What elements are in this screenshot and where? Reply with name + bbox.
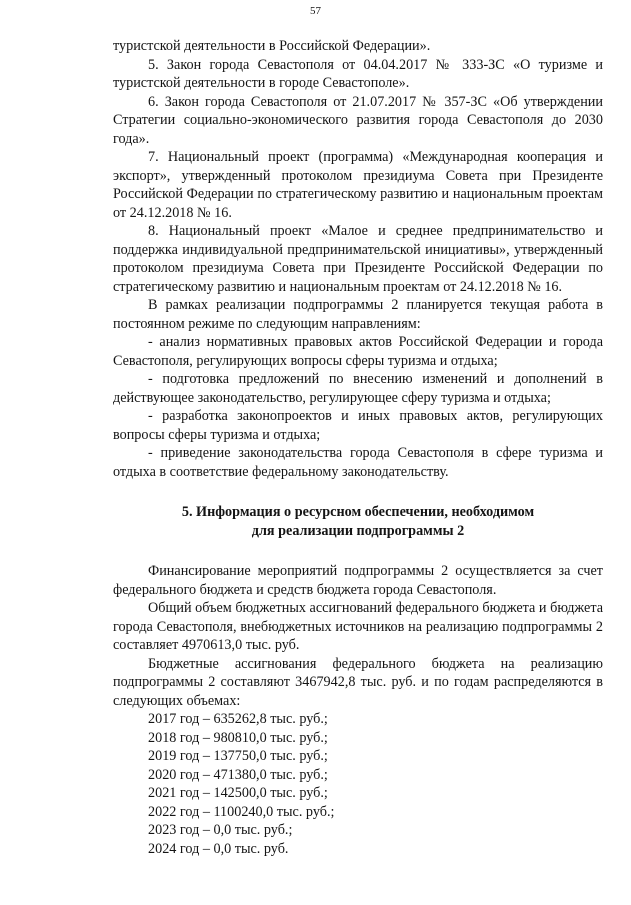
paragraph-project-8: 8. Национальный проект «Малое и среднее предпринимательство и поддержка индивидуальной предпринимательской инициативы», утвержденный протоколом президиума Совета при Президенте Российской Федерации по стратегическому развитию и национальным проектам от 24.12.2018 № 16. xyxy=(113,223,603,295)
list-item-drafting: - разработка законопроектов и иных правовых актов, регулирующих вопросы сферы туризма и отдыха; xyxy=(113,408,603,443)
section-heading-line-1: 5. Информация о ресурсном обеспечении, необходимом xyxy=(181,504,535,520)
list-item: 2017 год – 635262,8 тыс. руб.; xyxy=(148,711,328,727)
paragraph-work-directions: В рамках реализации подпрограммы 2 планируется текущая работа в постоянном режиме по следующим направлениям: xyxy=(113,297,603,332)
paragraph-financing: Финансирование мероприятий подпрограммы 2 осуществляется за счет федерального бюджета и средств бюджета города Севастополя. xyxy=(113,563,603,598)
section-heading xyxy=(113,503,603,541)
document-body xyxy=(113,37,603,858)
list-item: 2018 год – 980810,0 тыс. руб.; xyxy=(148,729,328,746)
list-item: 2021 год – 142500,0 тыс. руб.; xyxy=(148,785,328,801)
list-item: 2024 год – 0,0 тыс. руб. xyxy=(148,840,289,857)
list-item: 2020 год – 471380,0 тыс. руб.; xyxy=(148,766,328,783)
paragraph-federal-allocations: Бюджетные ассигнования федерального бюджета на реализацию подпрограммы 2 составляют 3467942,8 тыс. руб. и по годам распределяются в следующих объемах: xyxy=(113,655,603,709)
yearly-allocations-list xyxy=(113,710,603,858)
list-item: 2022 год – 1100240,0 тыс. руб.; xyxy=(148,803,335,820)
paragraph-total-volume: Общий объем бюджетных ассигнований федерального бюджета и бюджета города Севастополя, внебюджетных источников на реализацию подпрограммы 2 составляет 4970613,0 тыс. руб. xyxy=(113,600,603,653)
paragraph-law-6: 6. Закон города Севастополя от 21.07.2017 № 357-ЗС «Об утверждении Стратегии социально-экономического развития города Севастополя до 2030 года». xyxy=(113,93,603,147)
list-item-alignment: - приведение законодательства города Севастополя в сфере туризма и отдыха в соответствие федеральному законодательству. xyxy=(113,445,603,480)
list-item-analysis: - анализ нормативных правовых актов Российской Федерации и города Севастополя, регулирующих вопросы сферы туризма и отдыха; xyxy=(113,334,603,369)
paragraph-continuation: туристской деятельности в Российской Федерации». xyxy=(113,38,431,54)
paragraph-law-5: 5. Закон города Севастополя от 04.04.2017 № 333-ЗС «О туризме и туристской деятельности в городе Севастополе». xyxy=(113,56,603,91)
list-item-proposals: - подготовка предложений по внесению изменений и дополнений в действующее законодательство, регулирующее сферу туризма и отдыха; xyxy=(113,371,603,406)
list-item: 2023 год – 0,0 тыс. руб.; xyxy=(148,822,293,838)
list-item: 2019 год – 137750,0 тыс. руб.; xyxy=(148,748,328,764)
paragraph-project-7: 7. Национальный проект (программа) «Международная кооперация и экспорт», утвержденный протоколом президиума Совета при Президенте Российской Федерации по стратегическому развитию и национальным проектам от 24.12.2018 № 16. xyxy=(113,149,603,221)
page-number: 57 xyxy=(310,5,321,17)
section-heading-line-2: для реализации подпрограммы 2 xyxy=(251,523,465,539)
